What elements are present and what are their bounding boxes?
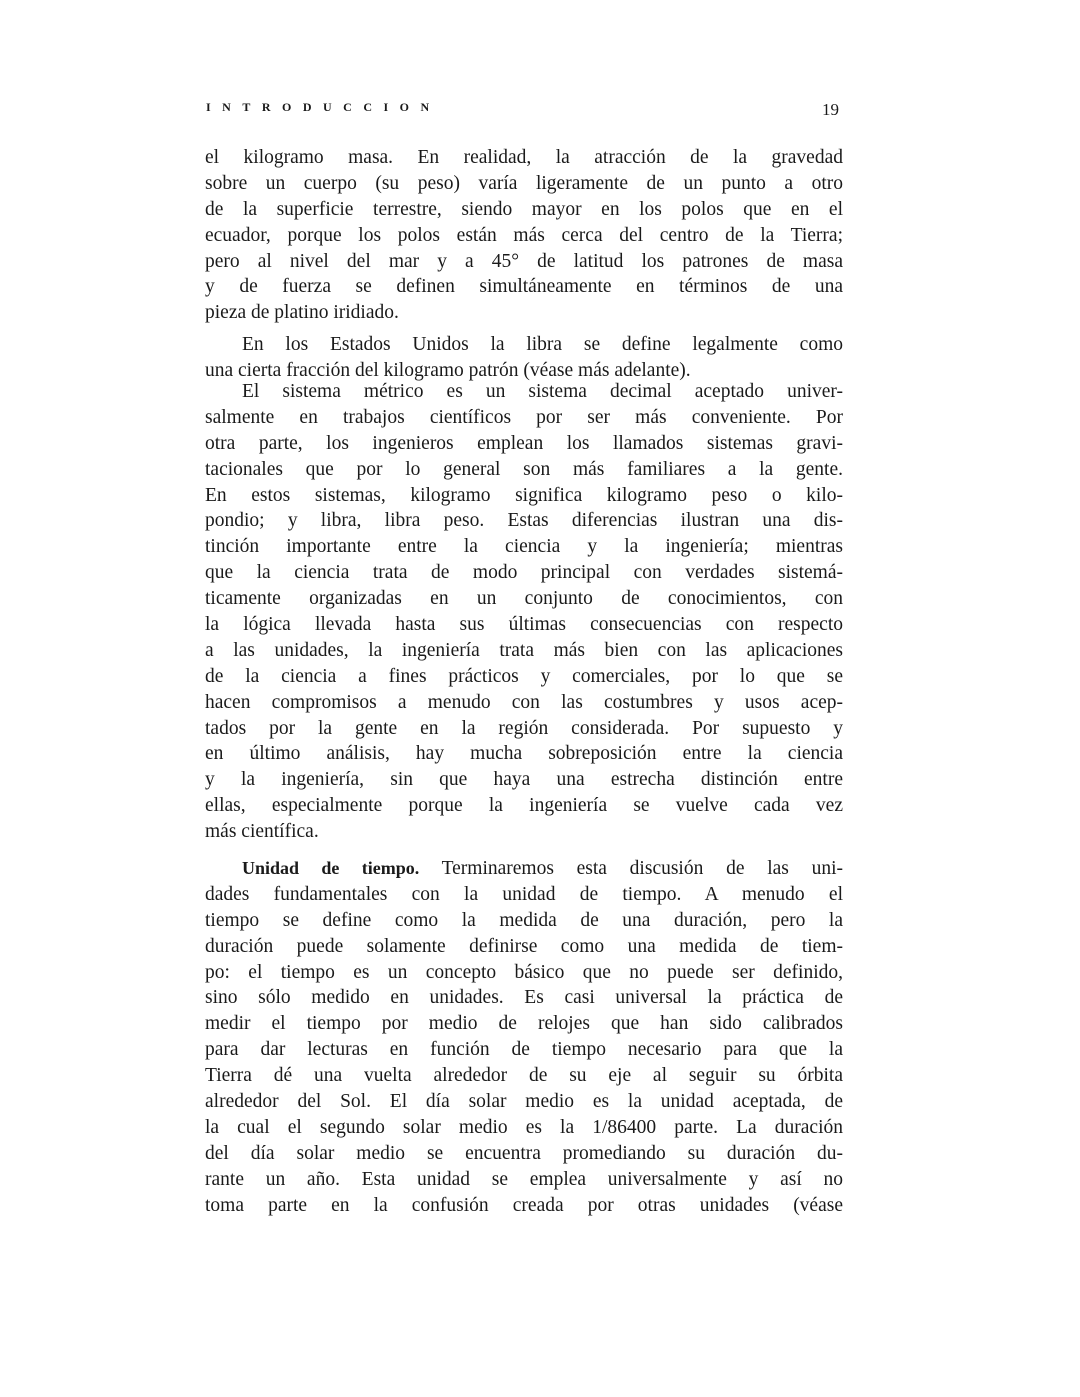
- text-line: la lógica llevada hasta sus últimas consecuencias con respecto: [205, 614, 843, 636]
- text-line: otra parte, los ingenieros emplean los llamados sistemas gravi-: [205, 432, 843, 454]
- text-line: ticamente organizadas en un conjunto de conocimientos, con: [205, 588, 843, 610]
- text-line: a las unidades, la ingeniería trata más bien con las aplicaciones: [205, 639, 843, 661]
- running-head: INTRODUCCION: [206, 100, 441, 114]
- text-line: duración puede solamente definirse como una medida de tiem-: [205, 935, 843, 957]
- text-line: tinción importante entre la ciencia y la ingeniería; mientras: [205, 536, 843, 558]
- text-line: en último análisis, hay mucha sobreposición entre la ciencia: [205, 743, 843, 765]
- text-line: sobre un cuerpo (su peso) varía ligeramente de un punto a otro: [205, 172, 843, 194]
- text-line: y la ingeniería, sin que haya una estrecha distinción entre: [205, 769, 843, 791]
- text-line: salmente en trabajos científicos por ser más conveniente. Por: [205, 406, 843, 428]
- text-line: ellas, especialmente porque la ingeniería se vuelve cada vez: [205, 795, 843, 817]
- page-number: 19: [822, 100, 839, 119]
- text-line-content: Terminaremos esta discusión de las uni-: [419, 858, 843, 879]
- text-line: pieza de platino iridiado.: [205, 302, 399, 324]
- text-line: El sistema métrico es un sistema decimal aceptado univer-: [242, 381, 843, 402]
- text-line: del día solar medio se encuentra promediando su duración du-: [205, 1142, 843, 1164]
- text-line: la cual el segundo solar medio es la 1/86400 parte. La duración: [205, 1116, 843, 1138]
- text-line: En los Estados Unidos la libra se define legalmente como: [242, 334, 843, 355]
- text-line: pondio; y libra, libra peso. Estas diferencias ilustran una dis-: [205, 510, 843, 532]
- text-line: más científica.: [205, 821, 319, 843]
- text-line: tados por la gente en la región considerada. Por supuesto y: [205, 717, 843, 739]
- paragraph-unit-of-time: [205, 856, 843, 1218]
- text-line: sino sólo medido en unidades. Es casi universal la práctica de: [205, 987, 843, 1009]
- text-line: medir el tiempo por medio de relojes que han sido calibrados: [205, 1013, 843, 1035]
- text-line: que la ciencia trata de modo principal con verdades sistemá-: [205, 562, 843, 584]
- text-line: po: el tiempo es un concepto básico que no puede ser definido,: [205, 961, 843, 983]
- text-line: alrededor del Sol. El día solar medio es la unidad aceptada, de: [205, 1091, 843, 1113]
- paragraph-metric-system: [205, 379, 843, 845]
- text-line: una cierta fracción del kilogramo patrón (véase más adelante).: [205, 359, 691, 381]
- text-line: ecuador, porque los polos están más cerca del centro de la Tierra;: [205, 224, 843, 246]
- text-line: toma parte en la confusión creada por otras unidades (véase: [205, 1194, 843, 1216]
- paragraph-gravity: [205, 145, 843, 326]
- text-line: hacen compromisos a menudo con las costumbres y usos acep-: [205, 691, 843, 713]
- text-line: dades fundamentales con la unidad de tiempo. A menudo el: [205, 883, 843, 905]
- text-line: y de fuerza se definen simultáneamente en términos de una: [205, 276, 843, 298]
- section-run-in-heading: Unidad de tiempo.: [242, 858, 420, 878]
- text-line: [205, 856, 843, 882]
- text-line: de la ciencia a fines prácticos y comerciales, por lo que se: [205, 665, 843, 687]
- text-line: para dar lecturas en función de tiempo necesario para que la: [205, 1039, 843, 1061]
- text-line: En estos sistemas, kilogramo significa kilogramo peso o kilo-: [205, 484, 843, 506]
- text-line: rante un año. Esta unidad se emplea universalmente y así no: [205, 1168, 843, 1190]
- text-line: el kilogramo masa. En realidad, la atracción de la gravedad: [205, 147, 843, 168]
- text-line: de la superficie terrestre, siendo mayor en los polos que en el: [205, 198, 843, 220]
- text-line: tacionales que por lo general son más familiares a la gente.: [205, 458, 843, 480]
- text-line: pero al nivel del mar y a 45° de latitud los patrones de masa: [205, 250, 843, 272]
- text-line: Tierra dé una vuelta alrededor de su eje al seguir su órbita: [205, 1065, 843, 1087]
- paragraph-libra: [205, 332, 843, 384]
- text-line: tiempo se define como la medida de una duración, pero la: [205, 909, 843, 931]
